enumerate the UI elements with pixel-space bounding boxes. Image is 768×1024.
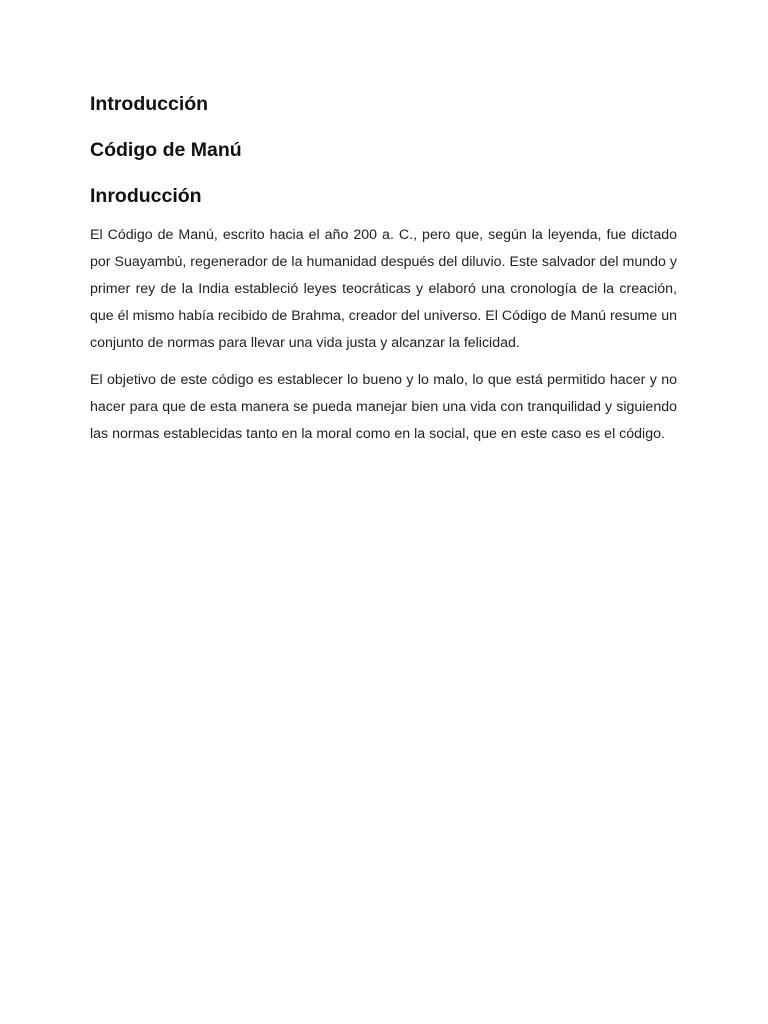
- heading-codigo-de-manu: Código de Manú: [90, 139, 242, 161]
- paragraph-intro: El Código de Manú, escrito hacia el año 200 a. C., pero que, según la leyenda, fue dictado por Suayambú, regenerador de la humanidad después del diluvio. Este salvador del mundo y primer rey de la India estableció leyes teocráticas y elaboró una cronología de la creación, que él mismo había recibido de Brahma, creador del universo. El Código de Manú resume un conjunto de normas para llevar una vida justa y alcanzar la felicidad.: [90, 227, 677, 351]
- heading-inroduccion: Inroducción: [90, 185, 202, 207]
- document-page: [90, 88, 677, 458]
- paragraph-objetivo: El objetivo de este código es establecer lo bueno y lo malo, lo que está permitido hacer y no hacer para que de esta manera se pueda manejar bien una vida con tranquilidad y siguiendo las normas establecidas tanto en la moral como en la social, que en este caso es el código.: [90, 372, 677, 442]
- heading-introduccion: Introducción: [90, 93, 209, 115]
